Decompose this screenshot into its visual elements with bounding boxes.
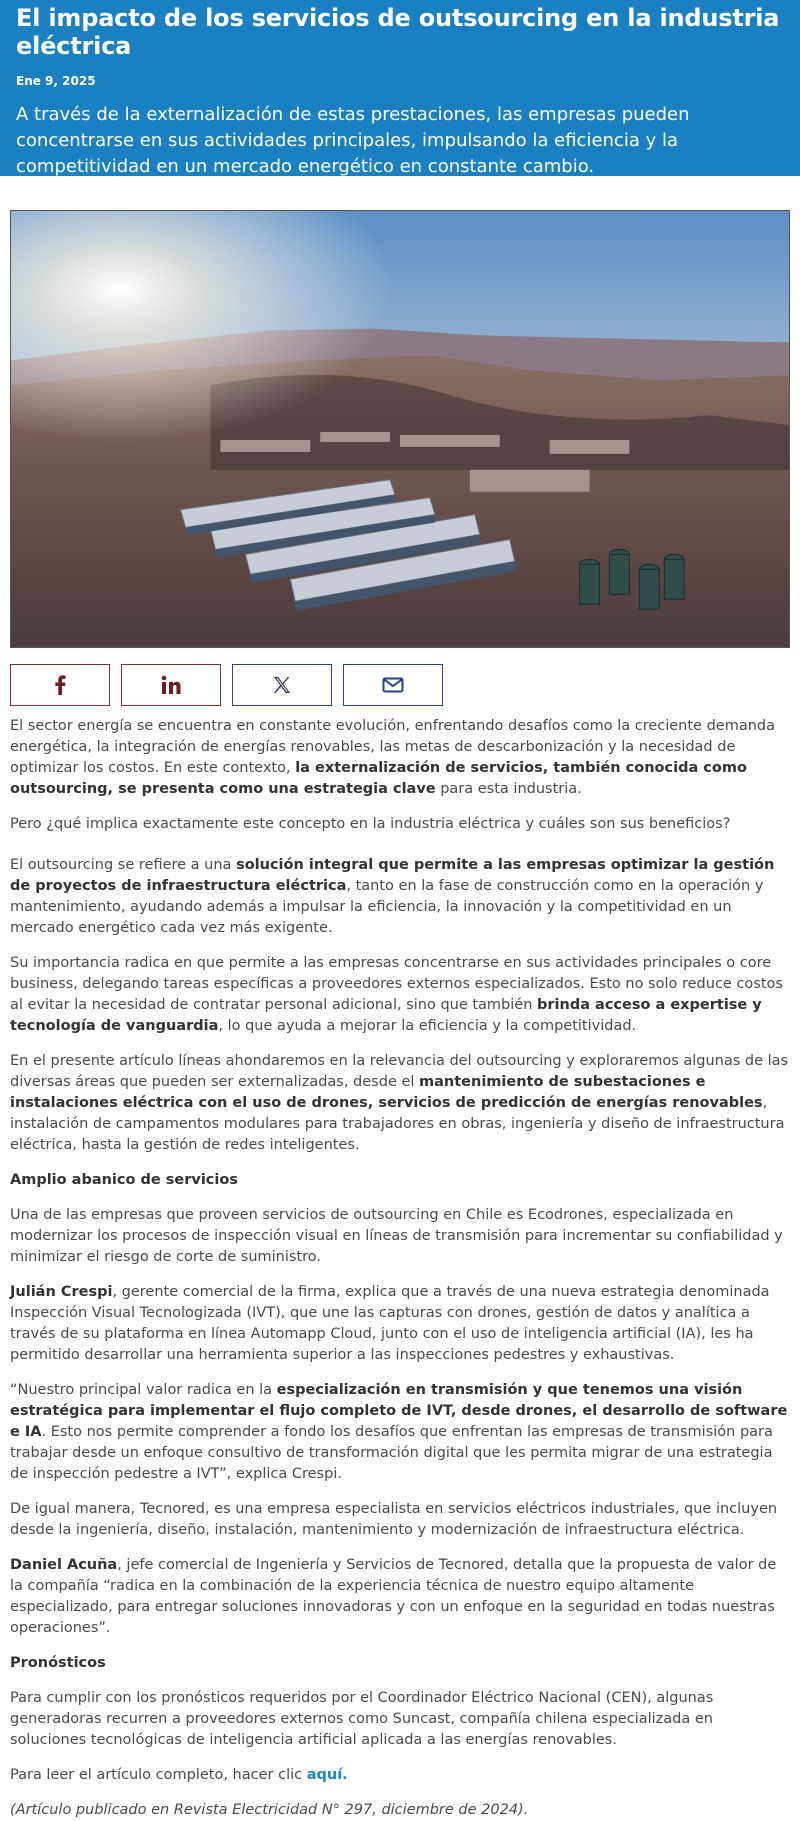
x-icon: [273, 676, 291, 694]
paragraph: “Nuestro principal valor radica en la especialización en transmisión y que tenemos una visión estratégica para implementar el flujo completo de IVT, desde drones, el desarrollo de software e IA. Esto nos permite comprender a fondo los desafíos que enfrentan las empresas de transmisión para trabajar desde un enfoque consultivo de transformación digital que les permita migrar de una estrategia de inspección pedestre a IVT”, explica Crespi.: [10, 1382, 788, 1482]
publish-date: Ene 9, 2025: [16, 74, 96, 88]
section-heading: Pronósticos: [10, 1655, 106, 1671]
paragraph: El outsourcing se refiere a una solución integral que permite a las empresas optimizar la gestión de proyectos de infraestructura eléctrica, tanto en la fase de construcción como en la operación y mantenimiento, ayudando además a impulsar la eficiencia, la innovación y la competitividad en un mercado energético cada vez más exigente.: [10, 857, 775, 936]
article-header: [0, 0, 800, 176]
paragraph: En el presente artículo líneas ahondaremos en la relevancia del outsourcing y exploraremos algunas de las diversas áreas que pueden ser externalizadas, desde el mantenimiento de subestaciones e instalaciones eléctrica con el uso de drones, servicios de predicción de energías renovables, instalación de campamentos modulares para trabajadores en obras, ingeniería y diseño de infraestructura eléctrica, hasta la gestión de redes inteligentes.: [10, 1053, 789, 1153]
paragraph: De igual manera, Tecnored, es una empresa especialista en servicios eléctricos industriales, que incluyen desde la ingeniería, diseño, instalación, mantenimiento y modernización de infraestructura eléctrica.: [10, 1501, 778, 1538]
paragraph: Para leer el artículo completo, hacer clic aquí.: [10, 1767, 348, 1783]
paragraph: Julián Crespi, gerente comercial de la firma, explica que a través de una nueva estrategia denominada Inspección Visual Tecnologizada (IVT), que une las capturas con drones, gestión de datos y analítica a través de su plataforma en línea Automapp Cloud, junto con el uso de inteligencia artificial (IA), les ha permitido desarrollar una herramienta superior a las inspecciones pedestres y exhaustivas.: [10, 1284, 770, 1363]
mail-icon: [382, 677, 404, 693]
article-lead: A través de la externalización de estas prestaciones, las empresas pueden concentrarse en sus actividades principales, impulsando la eficiencia y la competitividad en un mercado energético en constante cambio.: [16, 104, 690, 177]
citation: (Artículo publicado en Revista Electricidad N° 297, diciembre de 2024).: [10, 1802, 529, 1818]
share-x-button[interactable]: [232, 664, 332, 706]
paragraph: Su importancia radica en que permite a las empresas concentrarse en sus actividades principales o core business, delegando tareas específicas a proveedores externos especializados. Esto no solo reduce costos al evitar la necesidad de contratar personal adicional, sino que también brinda acceso a expertise y tecnología de vanguardia, lo que ayuda a mejorar la eficiencia y la competitividad.: [10, 955, 783, 1034]
facebook-icon: [53, 675, 67, 695]
paragraph: Para cumplir con los pronósticos requeridos por el Coordinador Eléctrico Nacional (CEN), algunas generadoras recurren a proveedores externos como Suncast, compañía chilena especializada en soluciones tecnológicas de inteligencia artificial aplicada a las energías renovables.: [10, 1690, 714, 1748]
share-linkedin-button[interactable]: [121, 664, 221, 706]
share-bar: [10, 664, 800, 706]
paragraph: Una de las empresas que proveen servicios de outsourcing en Chile es Ecodrones, especializada en modernizar los procesos de inspección visual en líneas de transmisión para incrementar su confiabilidad y minimizar el riesgo de corte de suministro.: [10, 1207, 783, 1265]
read-more-link[interactable]: aquí.: [306, 1767, 348, 1783]
paragraph: Daniel Acuña, jefe comercial de Ingeniería y Servicios de Tecnored, detalla que la propuesta de valor de la compañía “radica en la combinación de la experiencia técnica de nuestro equipo altamente especializado, para entregar soluciones innovadoras y con un enfoque en la seguridad en todas nuestras operaciones”.: [10, 1557, 777, 1636]
article-title: El impacto de los servicios de outsourcing en la industria eléctrica: [16, 4, 780, 60]
share-mail-button[interactable]: [343, 664, 443, 706]
section-heading: Amplio abanico de servicios: [10, 1172, 238, 1188]
share-facebook-button[interactable]: [10, 664, 110, 706]
linkedin-icon: [161, 675, 181, 695]
article-photo: [10, 210, 790, 648]
paragraph: El sector energía se encuentra en constante evolución, enfrentando desafíos como la creciente demanda energética, la integración de energías renovables, las metas de descarbonización y la necesidad de optimizar los costos. En este contexto, la externalización de servicios, también conocida como outsourcing, se presenta como una estrategia clave para esta industria.: [10, 718, 776, 797]
article-body: [0, 706, 800, 1821]
paragraph: Pero ¿qué implica exactamente este concepto en la industria eléctrica y cuáles son sus beneficios?: [10, 816, 731, 832]
